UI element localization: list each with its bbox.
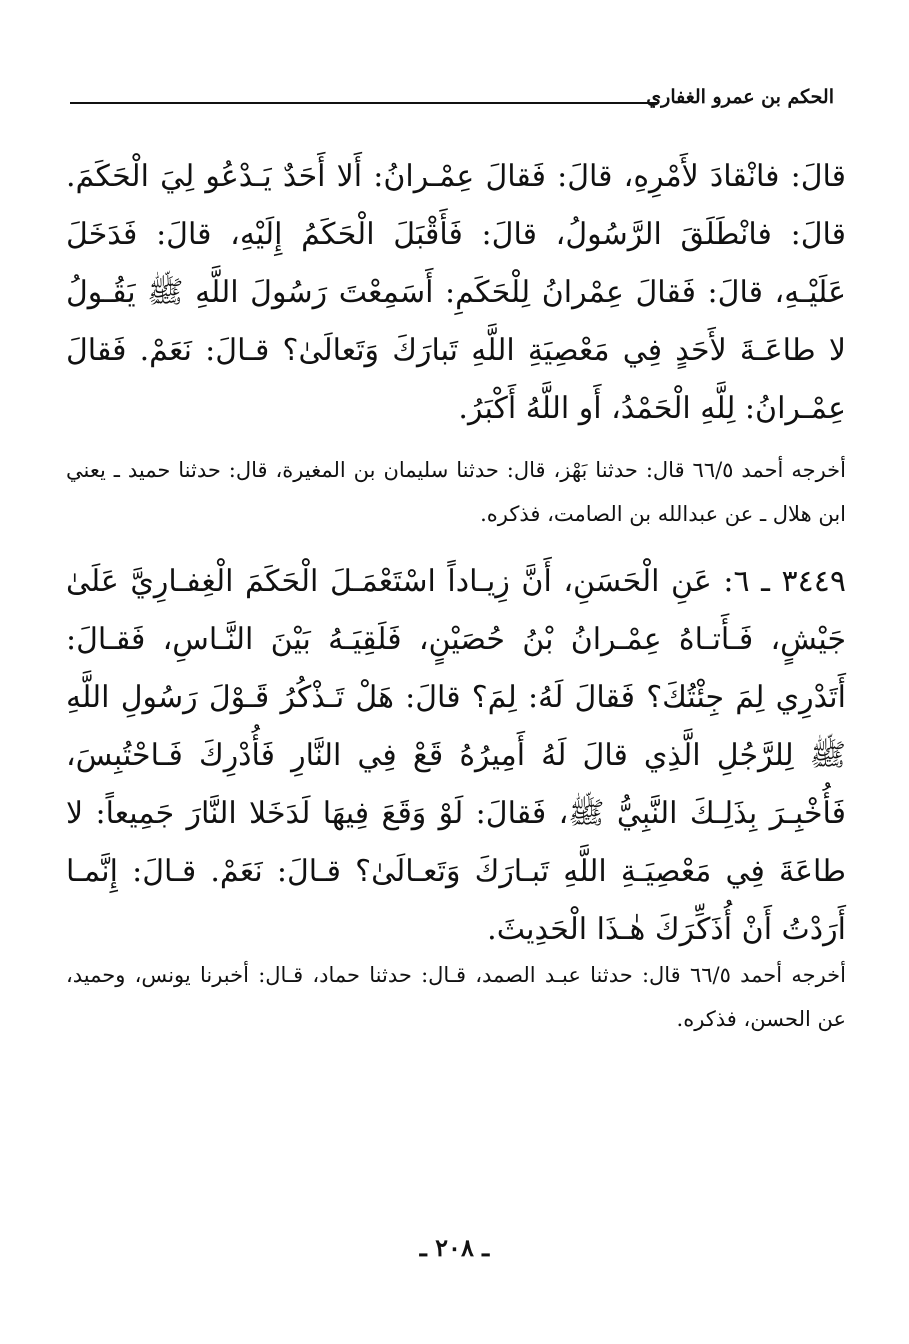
footnote: أخرجه أحمد ٦٦/٥ قال: حدثنا بَهْز، قال: حدثنا سليمان بن المغيرة، قال: حدثنا حميد ـ يعني ابن هلال ـ عن عبدالله بن الصامت، فذكره. (66, 458, 846, 526)
footnote: أخرجه أحمد ٦٦/٥ قال: حدثنا عبـد الصمد، قـال: حدثنا حماد، قـال: أخبرنا يونس، وحميد، عن الحسن، فذكره. (66, 963, 846, 1031)
running-title: الحكم بن عمرو الغفاري (646, 86, 834, 108)
hadith-paragraph: ٣٤٤٩ ـ ٦: عَنِ الْحَسَنِ، أَنَّ زِيـاداً اسْتَعْمَـلَ الْحَكَمَ الْغِفـارِيَّ عَلَىٰ جَيْشٍ، فَـأَتـاهُ عِمْـرانُ بْنُ حُصَيْنٍ، فَلَقِيَـهُ بَيْنَ النَّـاسِ، فَقـالَ: أَتَدْرِي لِمَ جِئْتُكَ؟ فَقالَ لَهُ: لِمَ؟ قالَ: هَلْ تَـذْكُرُ قَـوْلَ رَسُولِ اللَّهِ ﷺ لِلرَّجُلِ الَّذِي قالَ لَهُ أَمِيرُهُ قَعْ فِي النَّارِ فَأُدْرِكَ فَـاحْتُبِسَ، فَأُخْبِـرَ بِذَلِـكَ النَّبِيُّ ﷺ، فَقالَ: لَوْ وَقَعَ فِيهَا لَدَخَلا النَّارَ جَمِيعاً: لا طاعَةَ فِي مَعْصِيَـةِ اللَّهِ تَبـارَكَ وَتَعـالَىٰ؟ قـالَ: نَعَمْ. قـالَ: إِنَّمـا أَرَدْتُ أَنْ أُذَكِّرَكَ هٰـذَا الْحَدِيثَ. (66, 564, 846, 947)
running-header (70, 86, 838, 116)
page-number: ـ ٢٠٨ ـ (419, 1233, 490, 1262)
header-rule (70, 102, 658, 104)
main-paragraph: قالَ: فانْقادَ لأَمْرِهِ، قالَ: فَقالَ عِمْـرانُ: أَلا أَحَدٌ يَـدْعُو لِيَ الْحَكَمَ. قالَ: فانْطَلَقَ الرَّسُولُ، قالَ: فَأَقْبَلَ الْحَكَمُ إِلَيْهِ، قالَ: فَدَخَلَ عَلَيْـهِ، قالَ: فَقالَ عِمْرانُ لِلْحَكَمِ: أَسَمِعْتَ رَسُولَ اللَّهِ ﷺ يَقُـولُ لا طاعَـةَ لأَحَدٍ فِي مَعْصِيَةِ اللَّهِ تَبارَكَ وَتَعالَىٰ؟ قـالَ: نَعَمْ. فَقالَ عِمْـرانُ: لِلَّهِ الْحَمْدُ، أَو اللَّهُ أَكْبَرُ. (66, 159, 846, 426)
